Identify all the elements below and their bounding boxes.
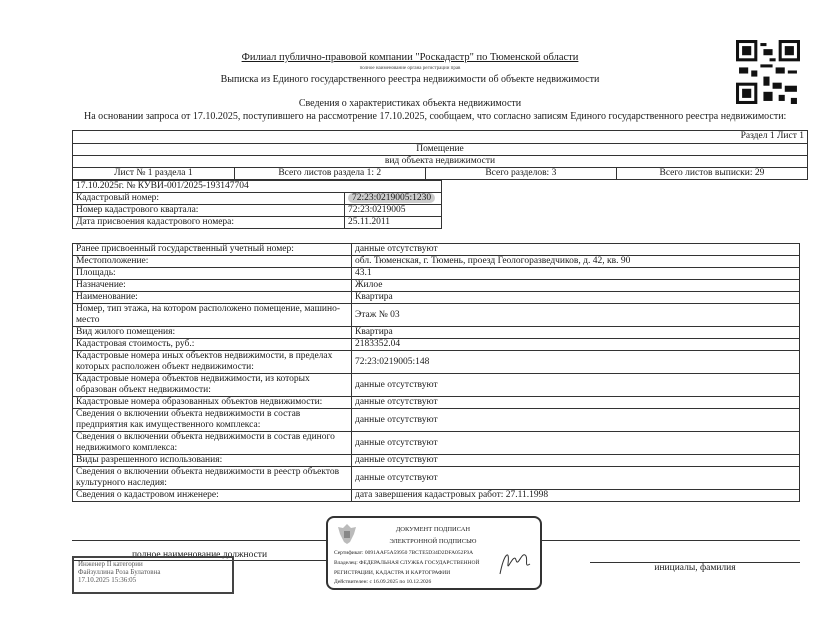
row-value: 2183352.04 xyxy=(352,339,800,351)
position-caption: полное наименование должности xyxy=(72,550,327,561)
document-title: Выписка из Единого государственного реестра недвижимости об объекте недвижимости xyxy=(220,74,600,85)
row-label: Кадастровые номера иных объектов недвижимости, в пределах которых расположен объект недвижимости: xyxy=(73,351,352,374)
row-label: Кадастровая стоимость, руб.: xyxy=(73,339,352,351)
row-value: 72:23:0219005 xyxy=(345,205,442,217)
electronic-signature-stamp xyxy=(326,516,542,590)
row-label: Сведения о включении объекта недвижимости в состав предприятия как имущественного комплекса: xyxy=(73,409,352,432)
row-value: 43.1 xyxy=(352,268,800,280)
row-value: дата завершения кадастровых работ: 27.11.1998 xyxy=(352,490,800,502)
row-value: данные отсутствуют xyxy=(352,374,800,397)
sheet-number: Лист № 1 раздела 1 xyxy=(73,168,235,180)
object-type-caption: вид объекта недвижимости xyxy=(73,156,808,168)
table-row xyxy=(73,256,800,268)
row-value: Квартира xyxy=(352,327,800,339)
table-row xyxy=(73,292,800,304)
sheet-info-table xyxy=(72,130,808,180)
table-row xyxy=(73,280,800,292)
request-text: На основании запроса от 17.10.2025, поступившего на рассмотрение 17.10.2025, сообщаем, что согласно записям Единого государственного реестра недвижимости: xyxy=(84,111,787,122)
stamp-owner: Владелец: ФЕДЕРАЛЬНАЯ СЛУЖБА ГОСУДАРСТВЕННОЙ xyxy=(334,560,480,566)
table-row xyxy=(73,193,442,205)
table-row xyxy=(73,217,442,229)
stamp-owner2: РЕГИСТРАЦИИ, КАДАСТРА И КАРТОГРАФИИ xyxy=(334,570,451,576)
table-row xyxy=(73,304,800,327)
object-type: Помещение xyxy=(73,144,808,156)
row-value: Жилое xyxy=(352,280,800,292)
row-label: Сведения о включении объекта недвижимости в реестр объектов культурного наследия: xyxy=(73,467,352,490)
table-row xyxy=(73,339,800,351)
row-label: Сведения о кадастровом инженере: xyxy=(73,490,352,502)
table-row xyxy=(73,409,800,432)
document-number: 17.10.2025г. № КУВИ-001/2025-193147704 xyxy=(73,181,442,193)
table-row xyxy=(73,455,800,467)
row-value: 72:23:0219005:1230 xyxy=(348,193,435,203)
table-row xyxy=(73,351,800,374)
qr-code-icon xyxy=(736,40,800,104)
signer-name: Файзуллина Роза Булатовна xyxy=(78,568,161,576)
row-label: Сведения о включении объекта недвижимости в состав единого недвижимого комплекса: xyxy=(73,432,352,455)
cadastral-number xyxy=(345,193,442,205)
organization-name: Филиал публично-правовой компании "Роскадастр" по Тюменской области xyxy=(241,52,579,63)
row-label: Назначение: xyxy=(73,280,352,292)
stamp-validity: Действителен: с 16.09.2025 по 10.12.2026 xyxy=(334,579,432,585)
row-label: Наименование: xyxy=(73,292,352,304)
table-row xyxy=(73,205,442,217)
row-value: данные отсутствуют xyxy=(352,397,800,409)
row-value: обл. Тюменская, г. Тюмень, проезд Геологоразведчиков, д. 42, кв. 90 xyxy=(352,256,800,268)
row-label: Кадастровые номера объектов недвижимости, из которых образован объект недвижимости: xyxy=(73,374,352,397)
row-value: данные отсутствуют xyxy=(352,432,800,455)
stamp-line1: ДОКУМЕНТ ПОДПИСАН xyxy=(395,526,471,533)
emblem-icon xyxy=(336,522,358,546)
row-label: Дата присвоения кадастрового номера: xyxy=(73,217,345,229)
document-subtitle: Сведения о характеристиках объекта недвижимости xyxy=(298,98,522,109)
signer-box xyxy=(72,556,234,594)
table-row xyxy=(73,327,800,339)
handwritten-signature-icon xyxy=(496,544,534,580)
stamp-certificate: Сертификат: 0091AAF5A59950 7BCTE5D34D2DFA052F9A xyxy=(334,550,474,556)
sheets-in-section: Всего листов раздела 1: 2 xyxy=(234,168,425,180)
organization-caption: полное наименование органа регистрации прав xyxy=(359,66,461,71)
total-sheets: Всего листов выписки: 29 xyxy=(616,168,807,180)
table-row xyxy=(73,432,800,455)
row-value: 25.11.2011 xyxy=(345,217,442,229)
table-row xyxy=(73,467,800,490)
row-label: Местоположение: xyxy=(73,256,352,268)
row-value: Этаж № 03 xyxy=(352,304,800,327)
section-label: Раздел 1 Лист 1 xyxy=(73,131,808,144)
row-value: данные отсутствуют xyxy=(352,467,800,490)
table-row xyxy=(73,268,800,280)
initials-caption: инициалы, фамилия xyxy=(590,562,800,573)
stamp-line2: ЭЛЕКТРОННОЙ ПОДПИСЬЮ xyxy=(389,538,477,545)
row-label: Площадь: xyxy=(73,268,352,280)
signed-at: 17.10.2025 15:36:05 xyxy=(78,576,137,584)
row-value: данные отсутствуют xyxy=(352,244,800,256)
table-row xyxy=(73,244,800,256)
identifiers-table xyxy=(72,180,442,229)
row-label: Номер кадастрового квартала: xyxy=(73,205,345,217)
table-row xyxy=(73,397,800,409)
row-label: Вид жилого помещения: xyxy=(73,327,352,339)
row-value: данные отсутствуют xyxy=(352,455,800,467)
total-sections: Всего разделов: 3 xyxy=(425,168,616,180)
row-label: Номер, тип этажа, на котором расположено помещение, машино-место xyxy=(73,304,352,327)
row-label: Кадастровый номер: xyxy=(73,193,345,205)
row-label: Кадастровые номера образованных объектов недвижимости: xyxy=(73,397,352,409)
properties-table xyxy=(72,243,800,502)
table-row xyxy=(73,374,800,397)
signer-position: Инженер II категории xyxy=(78,560,143,568)
row-label: Виды разрешенного использования: xyxy=(73,455,352,467)
row-value: Квартира xyxy=(352,292,800,304)
row-value: 72:23:0219005:148 xyxy=(352,351,800,374)
table-row xyxy=(73,490,800,502)
row-label: Ранее присвоенный государственный учетный номер: xyxy=(73,244,352,256)
row-value: данные отсутствуют xyxy=(352,409,800,432)
